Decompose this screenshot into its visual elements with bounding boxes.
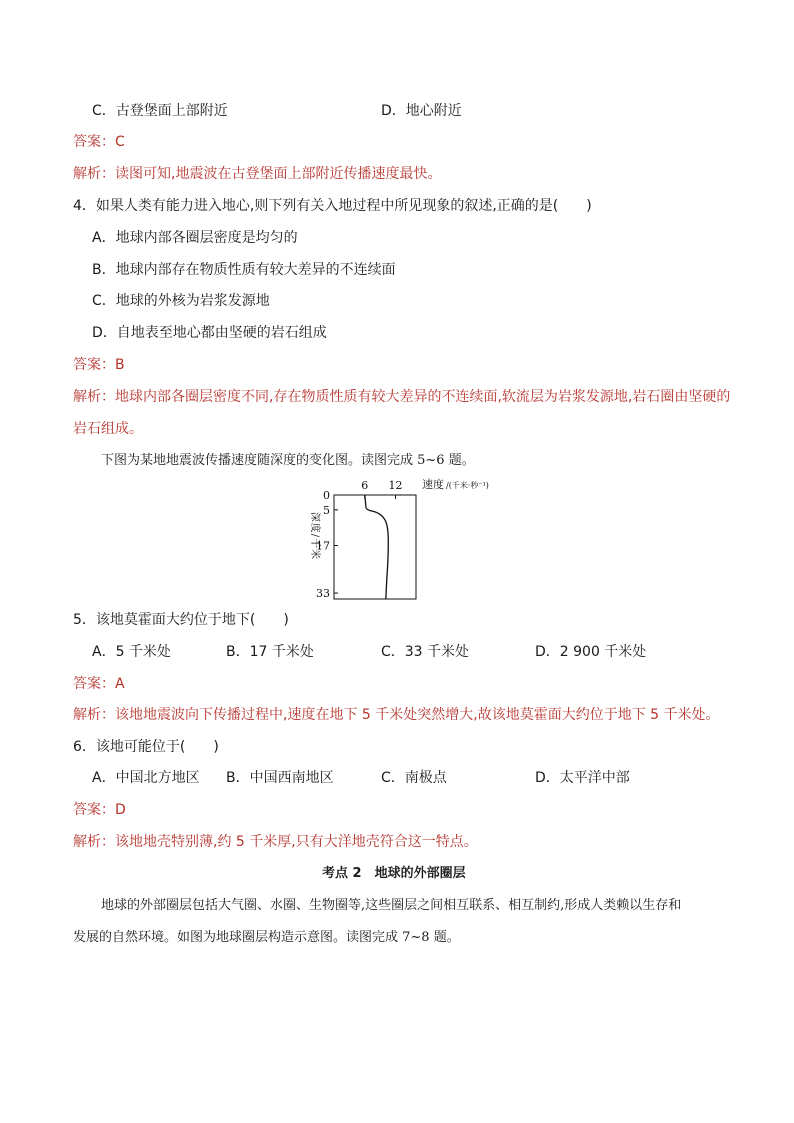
q3-analysis: 解析：读图可知,地震波在古登堡面上部附近传播速度最快。 xyxy=(73,166,442,182)
y-tick-label-1: 5 xyxy=(323,503,330,517)
q4-answer: 答案：B xyxy=(73,357,125,373)
q5-option-a: A．5 千米处 xyxy=(92,644,171,660)
velocity-curve xyxy=(365,495,389,599)
q6-option-d: D．太平洋中部 xyxy=(535,770,630,786)
q3-answer: 答案：C xyxy=(73,134,125,150)
q4-option-c: C．地球的外核为岩浆发源地 xyxy=(92,293,270,309)
intro-5-6: 下图为某地地震波传播速度随深度的变化图。读图完成 5~6 题。 xyxy=(101,453,475,468)
x-tick-label-1: 12 xyxy=(388,479,403,492)
q5-stem: 5．该地莫霍面大约位于地下( ) xyxy=(73,612,289,628)
y-axis-label: 深度/千米 xyxy=(309,511,320,561)
q6-option-c: C．南极点 xyxy=(381,770,447,786)
q6-answer: 答案：D xyxy=(73,802,126,818)
q6-option-a: A．中国北方地区 xyxy=(92,770,200,786)
y-tick-label-2: 17 xyxy=(316,539,330,553)
q6-option-b: B．中国西南地区 xyxy=(226,770,334,786)
q3-option-d: D．地心附近 xyxy=(381,103,462,119)
q6-analysis: 解析：该地地壳特别薄,约 5 千米厚,只有大洋地壳符合这一特点。 xyxy=(73,834,478,850)
seismic-velocity-figure xyxy=(298,476,504,604)
q5-option-c: C．33 千米处 xyxy=(381,644,470,660)
q3-option-c: C．古登堡面上部附近 xyxy=(92,103,228,119)
x-axis-unit: /(千米·秒⁻¹) xyxy=(446,481,489,490)
x-axis-label: 速度 xyxy=(422,478,444,491)
section-para-line1: 地球的外部圈层包括大气圈、水圈、生物圈等,这些圈层之间相互联系、相互制约,形成人类赖以生存和 xyxy=(101,898,682,913)
seismic-velocity-chart xyxy=(298,476,504,604)
q5-analysis: 解析：该地地震波向下传播过程中,速度在地下 5 千米处突然增大,故该地莫霍面大约位于地下 5 千米处。 xyxy=(73,707,720,723)
q6-stem: 6．该地可能位于( ) xyxy=(73,739,219,755)
q4-stem: 4．如果人类有能力进入地心,则下列有关入地过程中所见现象的叙述,正确的是( ) xyxy=(73,198,592,214)
q4-option-b: B．地球内部存在物质性质有较大差异的不连续面 xyxy=(92,262,396,278)
y-tick-label-3: 33 xyxy=(316,587,330,601)
q4-analysis-line1: 解析：地球内部各圈层密度不同,存在物质性质有较大差异的不连续面,软流层为岩浆发源地,岩石圈由坚硬的 xyxy=(73,389,731,405)
section-title: 考点 2 地球的外部圈层 xyxy=(322,866,466,881)
section-para-line2: 发展的自然环境。如图为地球圈层构造示意图。读图完成 7~8 题。 xyxy=(73,930,460,945)
x-tick-label-0: 6 xyxy=(361,479,369,492)
plot-frame xyxy=(334,495,416,599)
q4-option-a: A．地球内部各圈层密度是均匀的 xyxy=(92,230,298,246)
q5-option-b: B．17 千米处 xyxy=(226,644,314,660)
q4-option-d: D．自地表至地心都由坚硬的岩石组成 xyxy=(92,325,327,341)
y-tick-label-0: 0 xyxy=(323,489,330,502)
q4-analysis-line2: 岩石组成。 xyxy=(73,421,143,437)
q5-answer: 答案：A xyxy=(73,676,125,692)
q5-option-d: D．2 900 千米处 xyxy=(535,644,647,660)
